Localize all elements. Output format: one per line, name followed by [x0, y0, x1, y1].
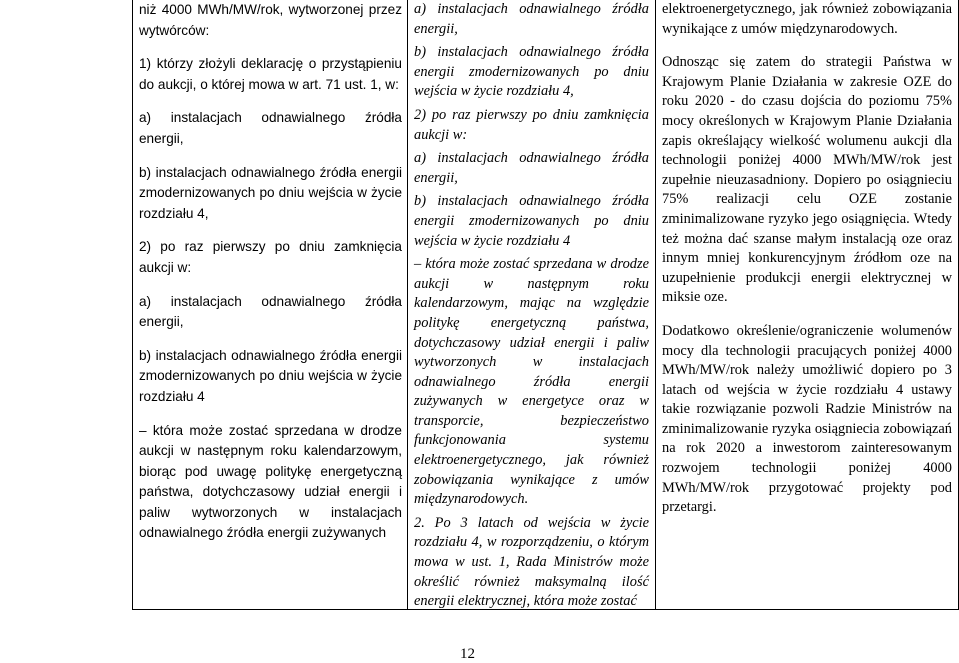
page-number: 12: [460, 646, 475, 662]
paragraph: b) instalacjach odnawialnego źródła energii zmodernizowanych po dniu wejścia w życie rozdziału 4,: [139, 164, 402, 221]
paragraph: b) instalacjach odnawialnego źródła energii zmodernizowanych po dniu wejścia w życie rozdziału 4,: [414, 44, 649, 100]
column-divider-1: [407, 0, 408, 610]
column-justification: [662, 0, 952, 518]
table-border-left: [132, 0, 133, 610]
column-divider-2: [655, 0, 656, 610]
column-proposed-text: [414, 0, 649, 612]
paragraph: a) instalacjach odnawialnego źródła energii,: [139, 293, 402, 330]
paragraph: niż 4000 MWh/MW/rok, wytworzonej przez wytwórców:: [139, 2, 402, 38]
paragraph: – która może zostać sprzedana w drodze aukcji w następnym roku kalendarzowym, mając na względzie politykę energetyczną państwa, dotychczasowy udział energii i paliw wytworzonych w instalacjach odnawialnego źródła energii zużywanych w energetyce oraz w transporcie, bezpieczeństwo funkcjonowania systemu elektroenergetycznego, jak również zobowiązania wynikające z umów międzynarodowych.: [414, 256, 649, 508]
paragraph: a) instalacjach odnawialnego źródła energii,: [414, 1, 649, 37]
paragraph: 2. Po 3 latach od wejścia w życie rozdziału 4, w rozporządzeniu, o którym mowa w ust. 1, Rada Ministrów może określić również maksymalną ilość energii elektrycznej, która może zostać: [414, 514, 649, 610]
paragraph: – która może zostać sprzedana w drodze aukcji w następnym roku kalendarzowym, biorąc pod uwagę politykę energetyczną państwa, dotychczasowy udział energii i paliw wytworzonych w instalacjach odnawialnego źródła energii zużywanych: [139, 422, 402, 541]
paragraph: b) instalacjach odnawialnego źródła energii zmodernizowanych po dniu wejścia w życie rozdziału 4: [139, 347, 402, 404]
paragraph: 2) po raz pierwszy po dniu zamknięcia aukcji w:: [139, 239, 402, 275]
paragraph: Odnosząc się zatem do strategii Państwa w Krajowym Planie Działania w zakresie OZE do roku 2020 - do czasu dojścia do poziomu 75% mocy określonych w Krajowym Planie Działania zapis określający wielkość wolumenu aukcji dla technologii poniżej 4000 MWh/MW/rok jest zupełnie nieuzasadniony. Dopiero po osiągnieciu 75% realizacji celu OZE zostanie zminimalizowane ryzyko jego osiągnięcia. Wtedy też można dać szanse małym instalacją oze oraz innym mniej konkurencyjnym źródłom oze na uzupełnienie produkcji energii elektrycznej w miksie oze.: [662, 54, 952, 306]
paragraph: 2) po raz pierwszy po dniu zamknięcia aukcji w:: [414, 106, 649, 143]
paragraph: a) instalacjach odnawialnego źródła energii,: [414, 150, 649, 186]
column-current-text: [139, 0, 402, 544]
paragraph: elektroenergetycznego, jak również zobowiązania wynikające z umów międzynarodowych.: [662, 1, 952, 37]
paragraph: Dodatkowo określenie/ograniczenie wolumenów mocy dla technologii pracujących poniżej 4000 MWh/MW/rok należy umożliwić dopiero po 3 latach od wejścia w życie rozdziału 4 ustawy takie rozwiązanie pozwoli Radzie Ministrów na zminimalizowanie ryzyka osiągniecia zobowiązań na rok 2020 a inwestorom zainteresowanym rozwojem technologii poniżej 4000 MWh/MW/rok przygotować projekty pod przetargi.: [662, 322, 952, 516]
paragraph: b) instalacjach odnawialnego źródła energii zmodernizowanych po dniu wejścia w życie rozdziału 4: [414, 193, 649, 249]
paragraph: a) instalacjach odnawialnego źródła energii,: [139, 110, 402, 146]
paragraph: 1) którzy złożyli deklarację o przystąpieniu do aukcji, o której mowa w art. 71 ust. 1, w:: [139, 56, 402, 92]
